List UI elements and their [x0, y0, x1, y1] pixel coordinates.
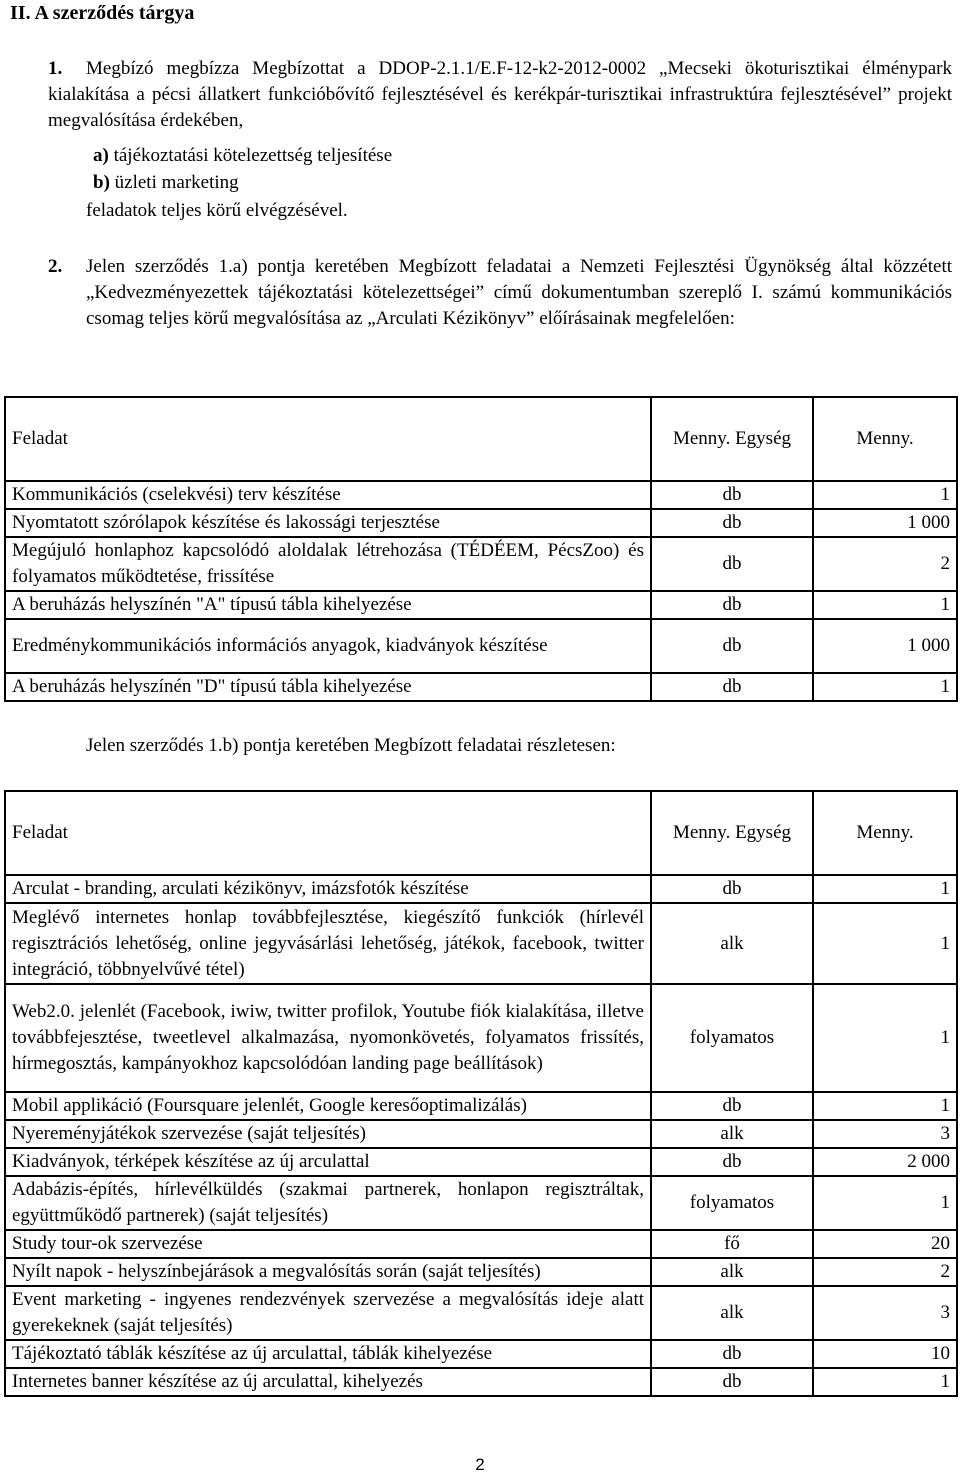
row-qty: 1 [813, 984, 957, 1092]
row-unit: alk [651, 1286, 813, 1340]
table-row [5, 537, 957, 591]
row-task: Mobil applikáció (Foursquare jelenlét, Google keresőoptimalizálás) [5, 1092, 651, 1120]
row-unit: db [651, 875, 813, 903]
row-unit: db [651, 673, 813, 701]
row-unit: db [651, 619, 813, 673]
p1-text: Megbízó megbízza Megbízottat a DDOP-2.1.1/E.F-12-k2-2012-0002 „Mecseki ökoturisztikai élménypark kialakítása a pécsi állatkert funkcióbővítő fejlesztésével és kerékpár-turisztikai infrastruktúra fejlesztésével” projekt megvalósítása érdekében, [48, 58, 952, 131]
p2-text: Jelen szerződés 1.a) pontja keretében Megbízott feladatai a Nemzeti Fejlesztési Ügynökség által közzétett „Kedvezményezettek tájékoztatási kötelezettségei” című dokumentumban szereplő I. számú kommunikációs csomag teljes körű megvalósítása az „Arculati Kézikönyv” előírásainak megfelelően: [86, 256, 952, 329]
row-qty: 1 [813, 1176, 957, 1230]
row-qty: 1 000 [813, 619, 957, 673]
row-task: Eredménykommunikációs információs anyagok, kiadványok készítése [5, 619, 651, 673]
row-task: Adabázis-építés, hírlevélküldés (szakmai partnerek, honlapon regisztráltak, együttműködő partnerek) (saját teljesítés) [5, 1176, 651, 1230]
table-row [5, 984, 957, 1092]
p1-tail: feladatok teljes körű elvégzésével. [86, 200, 348, 221]
table-row [5, 509, 957, 537]
p1-number: 1. [48, 58, 63, 79]
header-task: Feladat [5, 397, 651, 481]
row-task: Web2.0. jelenlét (Facebook, iwiw, twitter profilok, Youtube fiók kialakítása, illetve továbbfejesztése, tweetlevel alkalmazása, nyomonkövetés, folyamatos frissítés, hírmegosztás, kampányokhoz kapcsolódóan landing page beállítások) [5, 984, 651, 1092]
row-task: Nyereményjátékok szervezése (saját teljesítés) [5, 1120, 651, 1148]
row-qty: 3 [813, 1120, 957, 1148]
p1-item-a-text: tájékoztatási kötelezettség teljesítése [113, 145, 393, 166]
row-task: Kommunikációs (cselekvési) terv készítése [5, 481, 651, 509]
row-qty: 2 [813, 1258, 957, 1286]
row-task: Nyílt napok - helyszínbejárások a megvalósítás során (saját teljesítés) [5, 1258, 651, 1286]
row-unit: alk [651, 1258, 813, 1286]
row-task: Event marketing - ingyenes rendezvények szervezése a megvalósítás ideje alatt gyerekeknek (saját teljesítés) [5, 1286, 651, 1340]
p1-item-a [93, 143, 392, 169]
section-title: II. A szerződés tárgya [10, 2, 195, 24]
row-unit: folyamatos [651, 984, 813, 1092]
row-unit: alk [651, 903, 813, 984]
table-row [5, 1148, 957, 1176]
table-row [5, 903, 957, 984]
table-row [5, 1230, 957, 1258]
row-qty: 1 000 [813, 509, 957, 537]
row-task: Kiadványok, térképek készítése az új arculattal [5, 1148, 651, 1176]
p2-number: 2. [48, 256, 63, 277]
row-task: Study tour-ok szervezése [5, 1230, 651, 1258]
row-unit: db [651, 509, 813, 537]
header-unit: Menny. Egység [651, 791, 813, 875]
p1-item-b [93, 170, 239, 196]
p3-text: Jelen szerződés 1.b) pontja keretében Megbízott feladatai részletesen: [86, 735, 616, 756]
table-row [5, 1340, 957, 1368]
row-unit: db [651, 1368, 813, 1396]
table-row [5, 1286, 957, 1340]
row-task: Internetes banner készítése az új arculattal, kihelyezés [5, 1368, 651, 1396]
row-qty: 1 [813, 1092, 957, 1120]
row-unit: db [651, 537, 813, 591]
table-row [5, 619, 957, 673]
row-unit: folyamatos [651, 1176, 813, 1230]
row-unit: alk [651, 1120, 813, 1148]
table-header-row [5, 791, 957, 875]
row-task: A beruházás helyszínén "D" típusú tábla kihelyezése [5, 673, 651, 701]
p1-item-a-label: a) [93, 145, 109, 166]
row-qty: 1 [813, 673, 957, 701]
header-qty: Menny. [813, 791, 957, 875]
page-number: 2 [475, 1455, 485, 1474]
header-task: Feladat [5, 791, 651, 875]
row-task: Nyomtatott szórólapok készítése és lakossági terjesztése [5, 509, 651, 537]
table-row [5, 673, 957, 701]
task-table-2 [4, 790, 958, 1397]
row-unit: fő [651, 1230, 813, 1258]
row-task: Arculat - branding, arculati kézikönyv, imázsfotók készítése [5, 875, 651, 903]
table-row [5, 875, 957, 903]
row-qty: 1 [813, 1368, 957, 1396]
p1-item-b-text: üzleti marketing [114, 172, 239, 193]
row-qty: 1 [813, 481, 957, 509]
row-qty: 3 [813, 1286, 957, 1340]
table-row [5, 1258, 957, 1286]
table-row [5, 591, 957, 619]
row-qty: 1 [813, 903, 957, 984]
task-table-1 [4, 396, 958, 702]
row-task: A beruházás helyszínén "A" típusú tábla kihelyezése [5, 591, 651, 619]
row-unit: db [651, 1148, 813, 1176]
table-row [5, 1120, 957, 1148]
row-qty: 20 [813, 1230, 957, 1258]
row-task: Tájékoztató táblák készítése az új arculattal, táblák kihelyezése [5, 1340, 651, 1368]
row-unit: db [651, 591, 813, 619]
row-unit: db [651, 1340, 813, 1368]
row-qty: 1 [813, 875, 957, 903]
row-qty: 2 000 [813, 1148, 957, 1176]
row-qty: 2 [813, 537, 957, 591]
table-row [5, 1368, 957, 1396]
table-row [5, 481, 957, 509]
row-qty: 10 [813, 1340, 957, 1368]
table-header-row [5, 397, 957, 481]
row-qty: 1 [813, 591, 957, 619]
row-unit: db [651, 481, 813, 509]
header-qty: Menny. [813, 397, 957, 481]
table-row [5, 1092, 957, 1120]
header-unit: Menny. Egység [651, 397, 813, 481]
row-task: Megújuló honlaphoz kapcsolódó aloldalak létrehozása (TÉDÉEM, PécsZoo) és folyamatos működtetése, frissítése [5, 537, 651, 591]
p1-item-b-label: b) [93, 172, 110, 193]
table-row [5, 1176, 957, 1230]
row-task: Meglévő internetes honlap továbbfejlesztése, kiegészítő funkciók (hírlevél regisztrációs lehetőség, online jegyvásárlási lehetőség, játékok, facebook, twitter integráció, többnyelvűvé tétel) [5, 903, 651, 984]
row-unit: db [651, 1092, 813, 1120]
